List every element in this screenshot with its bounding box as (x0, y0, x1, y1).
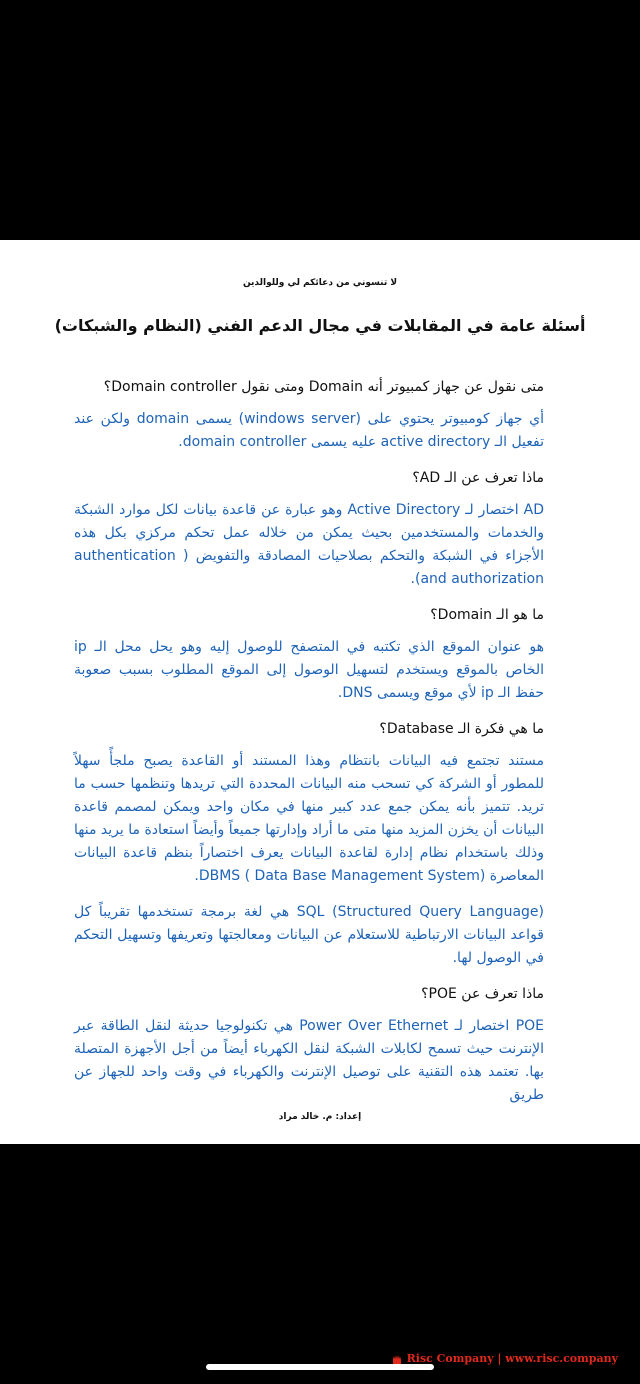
qa-content (74, 376, 544, 1120)
hand-logo-icon (391, 1353, 403, 1365)
question-domain-controller: متى نقول عن جهاز كمبيوتر أنه Domain ومتى نقول Domain controller؟ (103, 379, 544, 395)
answer-sql: SQL (Structured Query Language) هي لغة برمجة تستخدمها تقريباً كل قواعد البيانات الارتباطية للاستعلام عن البيانات ومعالجتها وتعريفها وتسهيل التحكم في الوصول لها. (74, 904, 544, 966)
watermark (391, 1352, 618, 1365)
answer-domain-controller: أي جهاز كومبيوتر يحتوي على (windows server) يسمى domain ولكن عند تفعيل الـ active directory عليه يسمى domain controller. (74, 411, 544, 450)
answer-poe: POE اختصار لـ Power Over Ethernet هي تكنولوجيا حديثة لنقل الطاقة عبر الإنترنت حيث تسمح لكابلات الشبكة لنقل الكهرباء أيضاً من أجل الأجهزة المتصلة بها. تعتمد هذه التقنية على توصيل الإنترنت والكهرباء في وقت واحد للجهاز عن طريق (74, 1018, 545, 1103)
watermark-text: Risc Company | www.risc.company (406, 1352, 618, 1365)
question-poe: ماذا تعرف عن POE؟ (421, 986, 544, 1002)
question-database: ما هي فكرة الـ Database؟ (379, 721, 544, 737)
author-credit: إعداد: م. خالد مراد (278, 1112, 362, 1122)
answer-ad: AD اختصار لـ Active Directory وهو عبارة عن قاعدة بيانات لكل موارد الشبكة والخدمات والمستخدمين بحيث يمكن من خلاله عمل تحكم مركزي بكل هذه الأجزاء في الشبكة والتحكم بصلاحيات المصادقة والتفويض ( authentication and authorization). (74, 502, 544, 587)
bottom-black-bar (0, 1144, 640, 1384)
page-title: أسئلة عامة في المقابلات في مجال الدعم الفني (النظام والشبكات) (54, 316, 586, 335)
question-domain: ما هو الـ Domain؟ (430, 607, 544, 623)
answer-domain: هو عنوان الموقع الذي تكتبه في المتصفح للوصول إليه وهو يحل محل الـ ip الخاص بالموقع ويستخدم لتسهيل الوصول إلى الموقع المطلوب بسبب صعوبة حفظ الـ ip لأي موقع ويسمى DNS. (74, 639, 544, 701)
top-black-bar (0, 0, 640, 240)
document-page (0, 240, 640, 1144)
question-ad: ماذا تعرف عن الـ AD؟ (412, 470, 544, 486)
answer-database: مستند تجتمع فيه البيانات بانتظام وهذا المستند أو القاعدة يصبح ملجأً سهلاً للمطور أو الشركة كي تسحب منه البيانات المحددة التي تريدها وتنظمها حسب ما تريد. تتميز بأنه يمكن جمع عدد كبير منها في مكان واحد ويمكن لمصمم قاعدة البيانات أن يخزن المزيد منها متى ما أراد وإدارتها جميعاً وأيضاً استعادة ما يريد منها وذلك باستخدام نظام إدارة لقاعدة البيانات يعرف اختصاراً بنظم قاعدة البيانات المعاصرة DBMS ( Data Base Management System). (74, 753, 544, 884)
dua-line: لا تنسوني من دعائكم لي وللوالدين (242, 278, 398, 288)
